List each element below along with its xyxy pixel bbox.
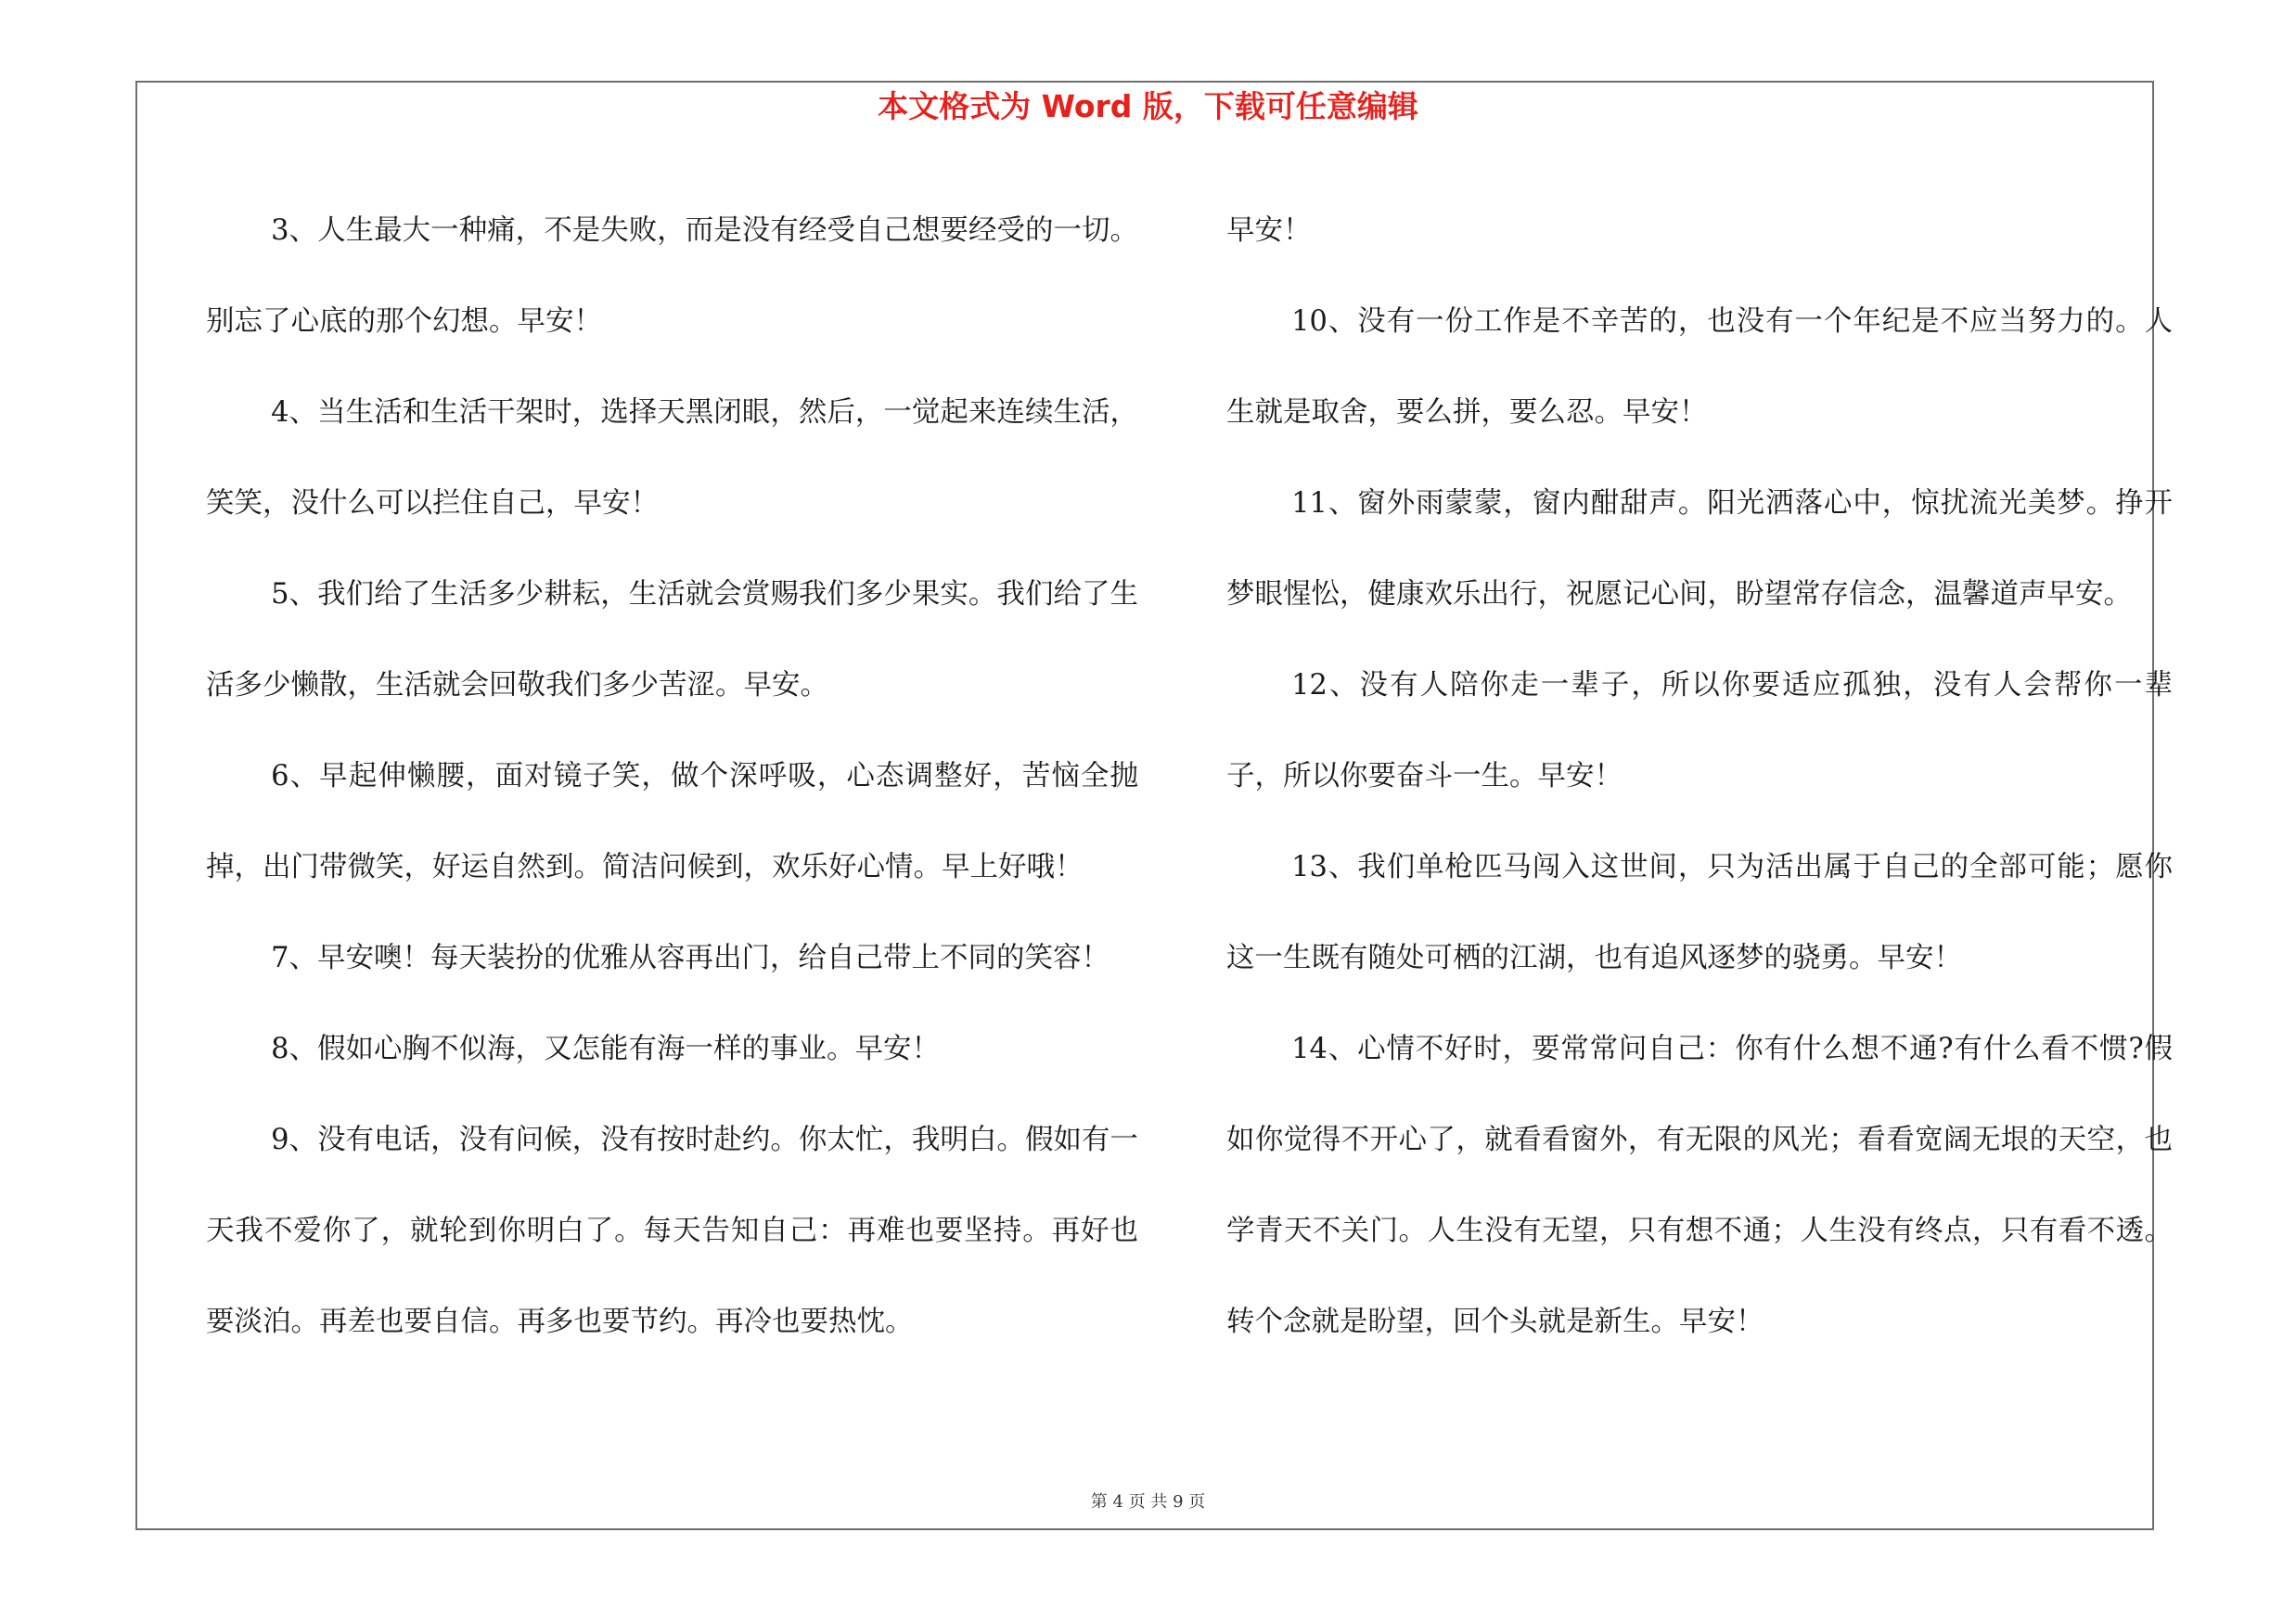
paragraph-8: 8、假如心胸不似海，又怎能有海一样的事业。早安！: [271, 1033, 941, 1065]
format-notice-banner: 本文格式为 Word 版，下载可任意编辑: [878, 88, 1418, 124]
left-column: [206, 186, 1138, 1368]
page-number-footer: 第 4 页 共 9 页: [1090, 1492, 1206, 1512]
paragraph-6: 6、早起伸懒腰，面对镜子笑，做个深呼吸，心态调整好，苦恼全抛掉，出门带微笑，好运自然到。简洁问候到，欢乐好心情。早上好哦！: [206, 760, 1138, 883]
paragraph-13: 13、我们单枪匹马闯入这世间，只为活出属于自己的全部可能；愿你这一生既有随处可栖的江湖，也有追风逐梦的骁勇。早安！: [1226, 851, 2173, 974]
paragraph-9-continuation: 早安！: [1226, 214, 1312, 247]
paragraph-14: 14、心情不好时，要常常问自己：你有什么想不通?有什么看不惯?假如你觉得不开心了，就看看窗外，有无限的风光；看看宽阔无垠的天空，也学青天不关门。人生没有无望，只有想不通；人生没有终点，只有看不透。转个念就是盼望，回个头就是新生。早安！: [1226, 1033, 2173, 1338]
paragraph-11: 11、窗外雨蒙蒙，窗内酣甜声。阳光洒落心中，惊扰流光美梦。挣开梦眼惺忪，健康欢乐出行，祝愿记心间，盼望常存信念，温馨道声早安。: [1226, 487, 2173, 611]
paragraph-12: 12、没有人陪你走一辈子，所以你要适应孤独，没有人会帮你一辈子，所以你要奋斗一生。早安！: [1226, 669, 2173, 792]
paragraph-10: 10、没有一份工作是不辛苦的，也没有一个年纪是不应当努力的。人生就是取舍，要么拼，要么忍。早安！: [1226, 305, 2173, 429]
paragraph-7: 7、早安噢！每天装扮的优雅从容再出门，给自己带上不同的笑容！: [271, 942, 1110, 974]
paragraph-5: 5、我们给了生活多少耕耘，生活就会赏赐我们多少果实。我们给了生活多少懒散，生活就会回敬我们多少苦涩。早安。: [206, 578, 1138, 702]
paragraph-4: 4、当生活和生活干架时，选择天黑闭眼，然后，一觉起来连续生活，笑笑，没什么可以拦住自己，早安！: [206, 396, 1138, 520]
paragraph-3: 3、人生最大一种痛，不是失败，而是没有经受自己想要经受的一切。别忘了心底的那个幻想。早安！: [206, 214, 1138, 338]
paragraph-9: 9、没有电话，没有问候，没有按时赴约。你太忙，我明白。假如有一天我不爱你了，就轮到你明白了。每天告知自己：再难也要坚持。再好也要淡泊。再差也要自信。再多也要节约。再冷也要热忱。: [206, 1124, 1138, 1338]
right-column: [1226, 186, 2173, 1368]
